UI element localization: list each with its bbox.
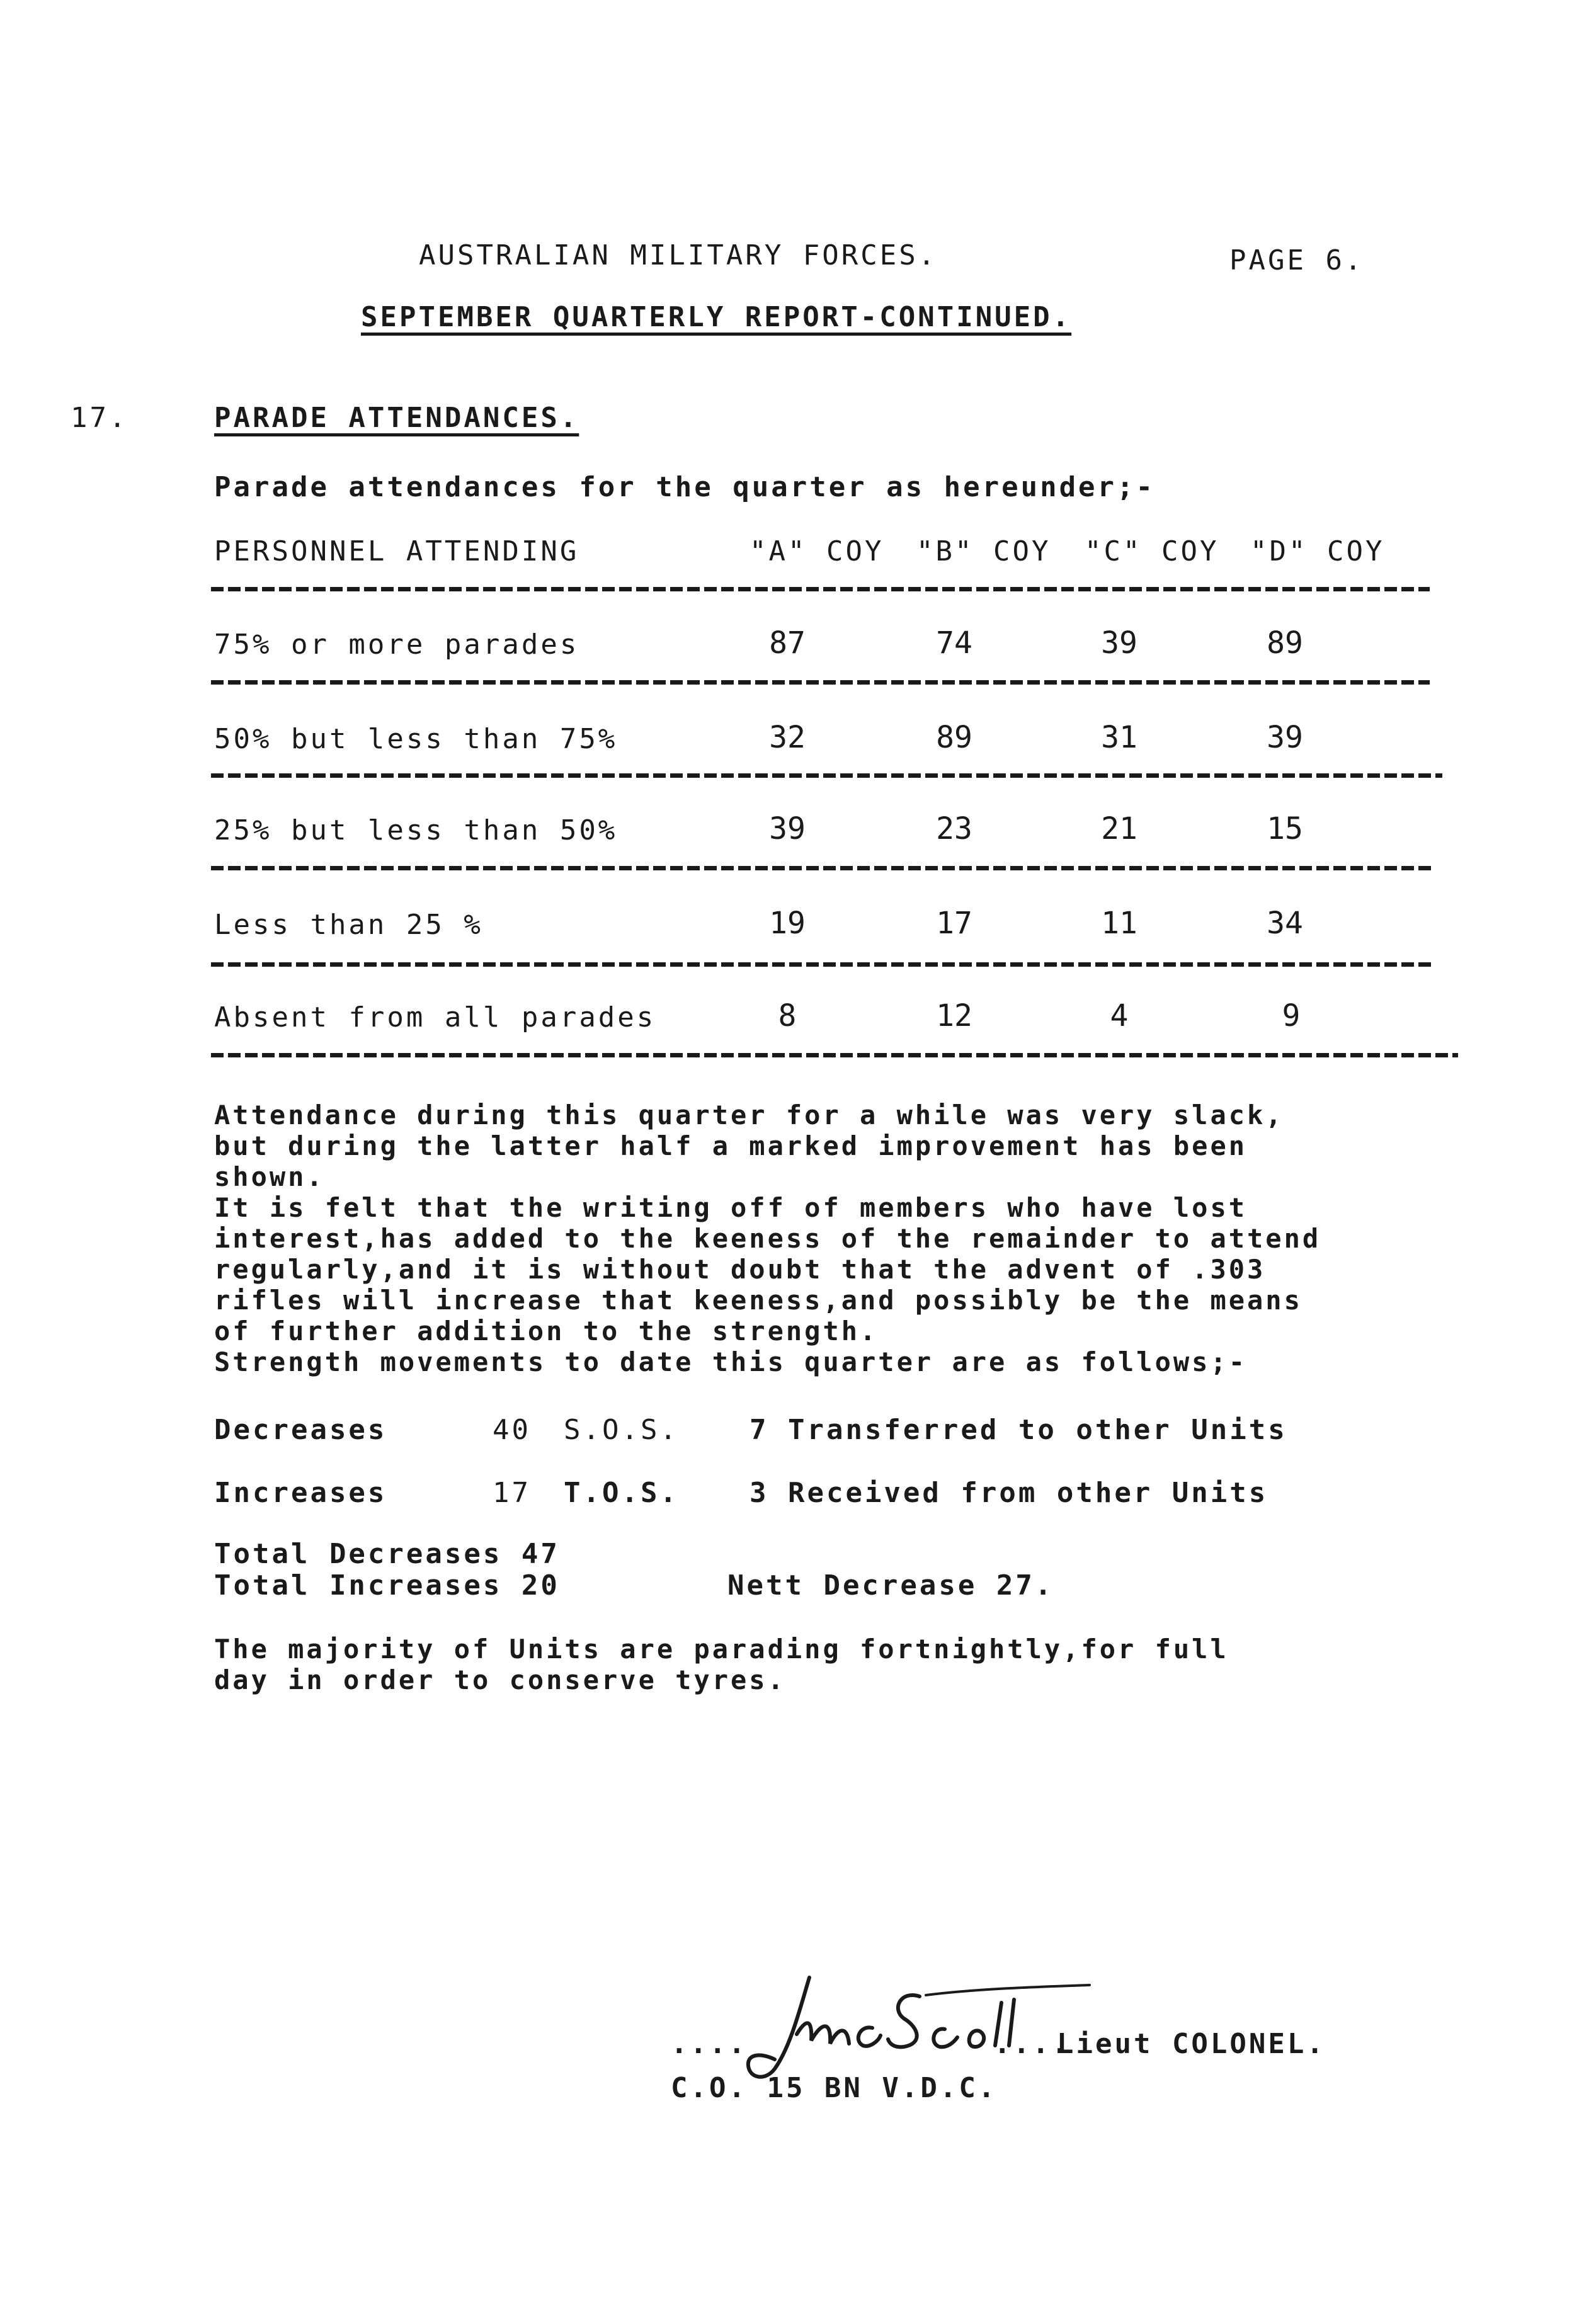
cell-a-coy: 19 — [769, 906, 806, 941]
cell-c-coy: 31 — [1101, 720, 1137, 755]
cell-a-coy: 32 — [769, 720, 806, 755]
cell-a-coy: 8 — [778, 998, 797, 1033]
decreases-label: Decreases — [214, 1414, 387, 1446]
cell-b-coy: 74 — [936, 625, 972, 661]
table-divider — [211, 773, 1442, 778]
narrative-line: rifles will increase that keeness,and possibly be the means — [214, 1285, 1302, 1316]
cell-b-coy: 17 — [936, 906, 972, 941]
increases-code: T.O.S. — [564, 1477, 679, 1509]
narrative-line: It is felt that the writing off of members who have lost — [214, 1192, 1248, 1223]
signature-dots-left: .... — [671, 2028, 748, 2060]
row-label: 75% or more parades — [214, 629, 579, 661]
cell-b-coy: 89 — [936, 720, 972, 755]
total-increases: Total Increases 20 — [214, 1569, 560, 1602]
closing-line: day in order to conserve tyres. — [214, 1665, 786, 1695]
cell-d-coy: 34 — [1267, 906, 1303, 941]
increases-note: 3 Received from other Units — [750, 1477, 1268, 1509]
column-header-c-coy: "C" COY — [1085, 535, 1219, 567]
signatory-unit: C.O. 15 BN V.D.C. — [671, 2072, 998, 2104]
cell-b-coy: 23 — [936, 811, 972, 846]
column-header-d-coy: "D" COY — [1250, 535, 1385, 567]
cell-c-coy: 4 — [1110, 998, 1129, 1033]
row-label: 50% but less than 75% — [214, 723, 618, 755]
increases-label: Increases — [214, 1477, 387, 1509]
table-divider — [211, 866, 1433, 870]
section-title: PARADE ATTENDANCES. — [214, 402, 579, 434]
nett-decrease: Nett Decrease 27. — [727, 1569, 1054, 1602]
column-header-b-coy: "B" COY — [916, 535, 1051, 567]
row-label: Absent from all parades — [214, 1001, 656, 1033]
row-label: Less than 25 % — [214, 909, 483, 941]
cell-d-coy: 39 — [1267, 720, 1303, 755]
narrative-line: but during the latter half a marked improvement has been — [214, 1130, 1248, 1161]
decreases-code: S.O.S. — [564, 1414, 679, 1446]
narrative-line: interest,has added to the keeness of the remainder to attend — [214, 1223, 1321, 1254]
narrative-line: regularly,and it is without doubt that the advent of .303 — [214, 1254, 1266, 1285]
cell-c-coy: 11 — [1101, 906, 1137, 941]
page-number: PAGE 6. — [1229, 244, 1364, 276]
closing-paragraph — [214, 1634, 1229, 1695]
table-divider — [211, 962, 1433, 967]
row-label: 25% but less than 50% — [214, 814, 618, 846]
narrative-line: of further addition to the strength. — [214, 1316, 879, 1346]
signatory-rank: Lieut COLONEL. — [1057, 2028, 1326, 2060]
narrative-line: Strength movements to date this quarter are as follows;- — [214, 1346, 1248, 1377]
cell-b-coy: 12 — [936, 998, 972, 1033]
table-divider — [211, 680, 1430, 685]
cell-a-coy: 87 — [769, 625, 806, 661]
narrative-line: Attendance during this quarter for a while was very slack, — [214, 1100, 1284, 1130]
column-header-a-coy: "A" COY — [750, 535, 884, 567]
handwritten-signature — [737, 1959, 1090, 2085]
section-intro: Parade attendances for the quarter as hereunder;- — [214, 471, 1156, 503]
narrative-line: shown. — [214, 1161, 325, 1192]
cell-d-coy: 9 — [1282, 998, 1301, 1033]
total-decreases: Total Decreases 47 — [214, 1538, 560, 1570]
report-subtitle: SEPTEMBER QUARTERLY REPORT-CONTINUED. — [361, 301, 1072, 333]
column-header-personnel: PERSONNEL ATTENDING — [214, 535, 579, 567]
cell-a-coy: 39 — [769, 811, 806, 846]
closing-line: The majority of Units are parading fortnightly,for full — [214, 1634, 1229, 1665]
document-org-heading: AUSTRALIAN MILITARY FORCES. — [419, 239, 938, 271]
narrative-paragraph — [214, 1100, 1321, 1377]
table-divider — [211, 587, 1430, 591]
decreases-note: 7 Transferred to other Units — [750, 1414, 1287, 1446]
cell-c-coy: 39 — [1101, 625, 1137, 661]
signature-dots-right: .... — [994, 2028, 1071, 2060]
decreases-count: 40 — [493, 1414, 531, 1446]
increases-count: 17 — [493, 1477, 531, 1509]
section-number: 17. — [71, 402, 128, 434]
table-divider — [211, 1053, 1458, 1057]
cell-d-coy: 15 — [1267, 811, 1303, 846]
cell-d-coy: 89 — [1267, 625, 1303, 661]
cell-c-coy: 21 — [1101, 811, 1137, 846]
